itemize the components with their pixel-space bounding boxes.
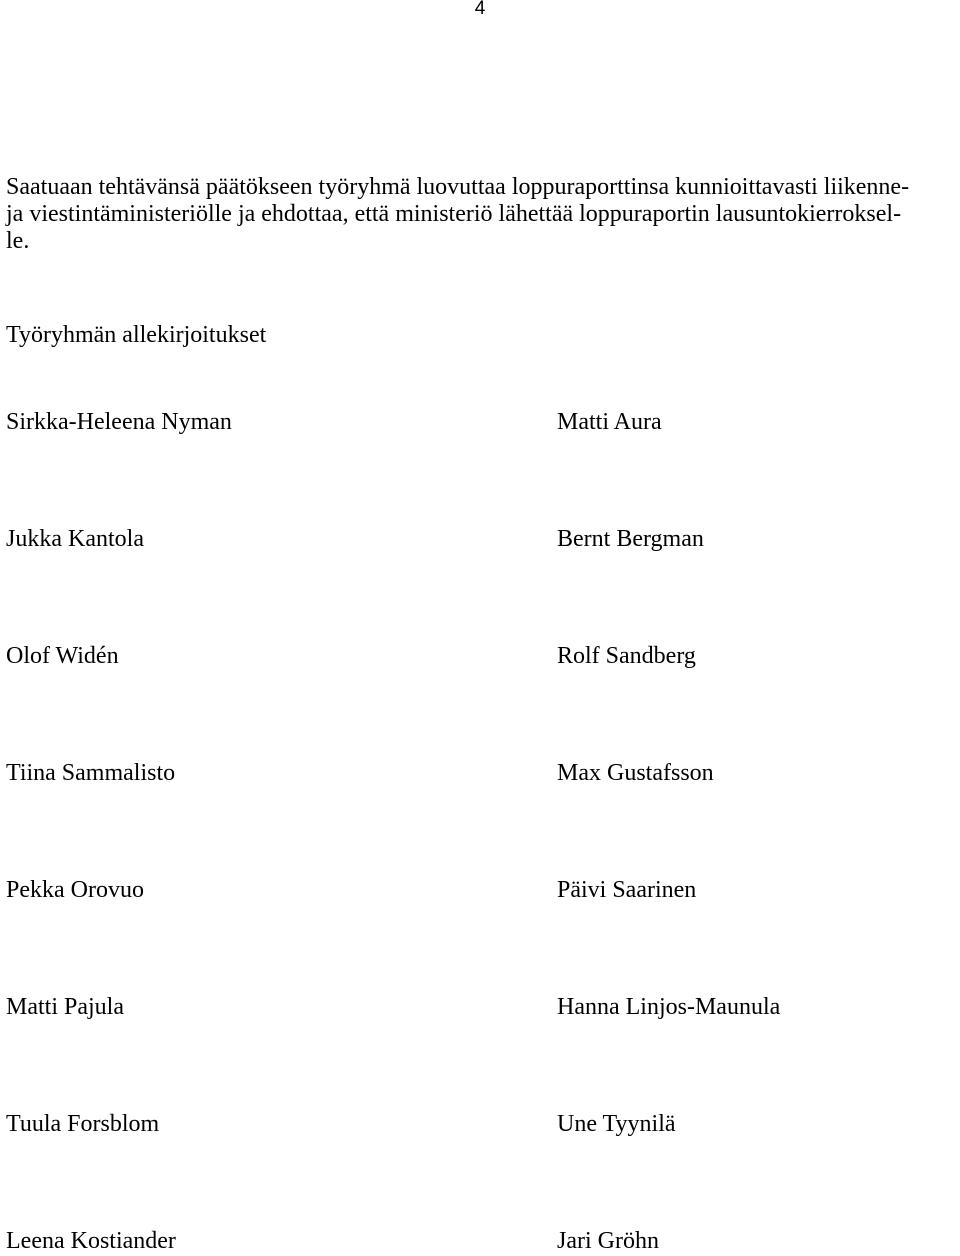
signature-row <box>6 1109 956 1139</box>
signature-name-left: Matti Pajula <box>6 994 124 1020</box>
signature-row <box>6 524 956 554</box>
signatures-heading: Työryhmän allekirjoitukset <box>6 322 267 348</box>
signature-name-right: Rolf Sandberg <box>557 643 696 669</box>
paragraph-line-3: le. <box>6 228 30 254</box>
signature-name-right: Hanna Linjos-Maunula <box>557 994 781 1020</box>
body-paragraph <box>6 174 956 255</box>
paragraph-line-1: Saatuaan tehtävänsä päätökseen työryhmä luovuttaa loppuraporttinsa kunnioittavasti liikenne- <box>6 174 910 200</box>
signature-row <box>6 1226 956 1256</box>
signature-name-left: Leena Kostiander <box>6 1228 176 1254</box>
paragraph-line-2: ja viestintäministeriölle ja ehdottaa, että ministeriö lähettää loppuraportin lausuntokierroksel- <box>6 201 902 227</box>
signature-row <box>6 758 956 788</box>
signature-name-left: Tuula Forsblom <box>6 1111 160 1137</box>
signature-name-right: Max Gustafsson <box>557 760 714 786</box>
signature-row <box>6 875 956 905</box>
signature-name-right: Päivi Saarinen <box>557 877 697 903</box>
signature-name-left: Jukka Kantola <box>6 526 144 552</box>
page-number: 4 <box>474 0 486 19</box>
signature-name-left: Tiina Sammalisto <box>6 760 176 786</box>
signature-name-left: Sirkka-Heleena Nyman <box>6 409 232 435</box>
signature-name-left: Olof Widén <box>6 643 119 669</box>
signature-name-right: Une Tyynilä <box>557 1111 676 1137</box>
signature-name-right: Matti Aura <box>557 409 662 435</box>
signature-row <box>6 641 956 671</box>
signature-list <box>6 407 956 1253</box>
signature-name-right: Jari Gröhn <box>557 1228 659 1254</box>
signature-row <box>6 407 956 437</box>
signature-row <box>6 992 956 1022</box>
signature-name-left: Pekka Orovuo <box>6 877 144 903</box>
signature-name-right: Bernt Bergman <box>557 526 704 552</box>
